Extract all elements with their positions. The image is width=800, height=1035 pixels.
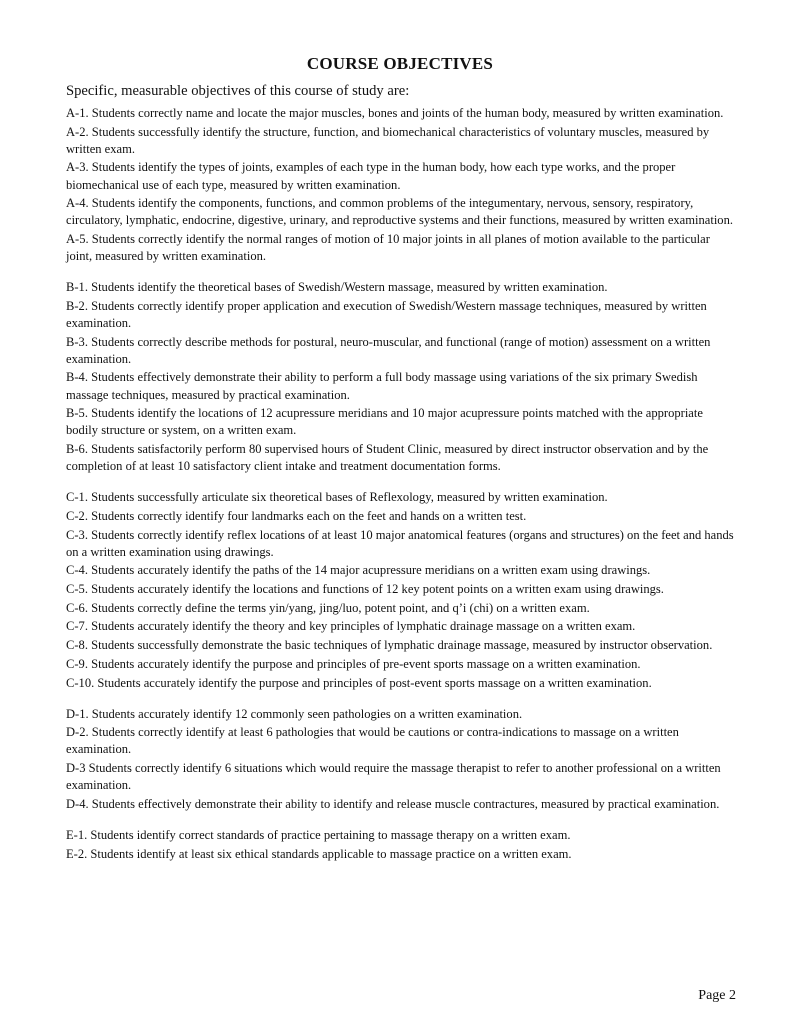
objective-b-5: B-5. Students identify the locations of 12 acupressure meridians and 10 major acupressure points matched with the appropriate bodily structure or system, on a written exam. [66, 406, 703, 438]
intro-text: Specific, measurable objectives of this course of study are: [66, 83, 410, 99]
objective-b-3: B-3. Students correctly describe methods for postural, neuro-muscular, and functional (range of motion) assessment on a written examination. [66, 334, 711, 366]
objective-group-e [66, 827, 738, 863]
objective-a-4: A-4. Students identify the components, functions, and common problems of the integumentary, nervous, sensory, respiratory, circulatory, lymphatic, endocrine, digestive, urinary, and reproductive systems and their functions, measured by written examination. [66, 196, 733, 228]
objective-c-6: C-6. Students correctly define the terms yin/yang, jing/luo, potent point, and q’i (chi) on a written exam. [66, 600, 590, 615]
objective-c-3: C-3. Students correctly identify reflex locations of at least 10 major anatomical features (organs and structures) on the feet and hands on a written examination using drawings. [66, 527, 734, 559]
objective-c-8: C-8. Students successfully demonstrate the basic techniques of lymphatic drainage massage, measured by instructor observation. [66, 638, 713, 653]
page-title: COURSE OBJECTIVES [306, 54, 494, 73]
objective-a-1: A-1. Students correctly name and locate the major muscles, bones and joints of the human body, measured by written examination. [66, 106, 724, 120]
objective-c-4: C-4. Students accurately identify the paths of the 14 major acupressure meridians on a written exam using drawings. [66, 563, 651, 578]
objective-c-7: C-7. Students accurately identify the theory and key principles of lymphatic drainage massage on a written exam. [66, 619, 636, 634]
page-number: Page 2 [698, 988, 736, 1003]
objective-a-3: A-3. Students identify the types of joints, examples of each type in the human body, how each type works, and the proper biomechanical use of each type, measured by written examination. [66, 160, 676, 192]
objective-b-6: B-6. Students satisfactorily perform 80 supervised hours of Student Clinic, measured by direct instructor observation and by the completion of at least 10 satisfactory client intake and treatment documentation forms. [66, 442, 709, 474]
objective-a-5: A-5. Students correctly identify the normal ranges of motion of 10 major joints in all planes of motion available to the particular joint, measured by written examination. [66, 232, 710, 264]
objective-a-2: A-2. Students successfully identify the structure, function, and biomechanical characteristics of voluntary muscles, measured by written exam. [66, 124, 710, 156]
objective-d-3: D-3 Students correctly identify 6 situations which would require the massage therapist to refer to another professional on a written examination. [66, 761, 721, 793]
objective-group-d [66, 706, 738, 813]
objective-c-1: C-1. Students successfully articulate six theoretical bases of Reflexology, measured by written examination. [66, 490, 608, 505]
objective-d-2: D-2. Students correctly identify at least 6 pathologies that would be cautions or contra-indications to massage on a written examination. [66, 725, 679, 757]
objective-c-9: C-9. Students accurately identify the purpose and principles of pre-event sports massage on a written examination. [66, 656, 641, 671]
objective-b-4: B-4. Students effectively demonstrate their ability to perform a full body massage using variations of the six primary Swedish massage techniques, measured by practical examination. [66, 370, 698, 402]
objective-group-b [66, 279, 738, 475]
objective-e-1: E-1. Students identify correct standards of practice pertaining to massage therapy on a written exam. [66, 827, 571, 842]
objective-group-c [66, 489, 738, 691]
objectives-list [66, 105, 738, 864]
objective-group-a [66, 105, 738, 265]
objective-c-2: C-2. Students correctly identify four landmarks each on the feet and hands on a written test. [66, 508, 527, 523]
objective-b-1: B-1. Students identify the theoretical bases of Swedish/Western massage, measured by written examination. [66, 280, 608, 295]
objective-b-2: B-2. Students correctly identify proper application and execution of Swedish/Western massage techniques, measured by written examination. [66, 298, 707, 330]
objective-d-1: D-1. Students accurately identify 12 commonly seen pathologies on a written examination. [66, 706, 523, 721]
objective-d-4: D-4. Students effectively demonstrate their ability to identify and release muscle contractures, measured by practical examination. [66, 796, 720, 811]
objective-c-5: C-5. Students accurately identify the locations and functions of 12 key potent points on a written exam using drawings. [66, 582, 664, 597]
objective-e-2: E-2. Students identify at least six ethical standards applicable to massage practice on a written exam. [66, 846, 572, 861]
objective-c-10: C-10. Students accurately identify the purpose and principles of post-event sports massage on a written examination. [66, 675, 652, 690]
